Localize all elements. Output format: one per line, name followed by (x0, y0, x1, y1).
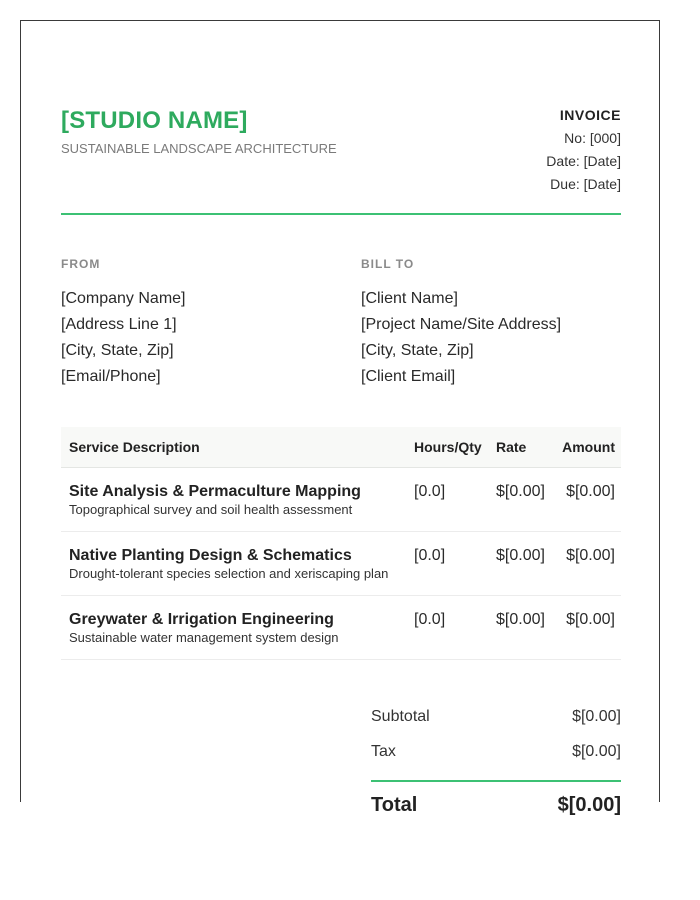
service-cell (61, 611, 406, 645)
service-qty: [0.0] (414, 483, 446, 500)
studio-tagline: SUSTAINABLE LANDSCAPE ARCHITECTURE (61, 141, 337, 156)
service-rate: $[0.00] (496, 611, 545, 628)
header-hours-qty: Hours/Qty (414, 439, 482, 455)
invoice-meta (546, 104, 621, 196)
bill-to-email: [Client Email] (361, 368, 456, 385)
studio-name: [STUDIO NAME] (61, 107, 248, 134)
header-service-description: Service Description (69, 439, 200, 455)
tax-label: Tax (371, 743, 396, 760)
invoice-number: No: [000] (564, 130, 621, 146)
service-amount: $[0.00] (566, 611, 615, 628)
invoice-due-date: Due: [Date] (550, 176, 621, 192)
table-row (61, 596, 621, 660)
service-rate: $[0.00] (496, 483, 545, 500)
bill-to-client: [Client Name] (361, 290, 458, 307)
invoice-sheet (20, 20, 660, 816)
service-title: Native Planting Design & Schematics (69, 547, 352, 564)
service-amount: $[0.00] (566, 547, 615, 564)
table-row (61, 532, 621, 596)
from-address: [Address Line 1] (61, 316, 177, 333)
invoice-date: Date: [Date] (546, 153, 621, 169)
from-company: [Company Name] (61, 290, 186, 307)
service-cell (61, 547, 406, 581)
bill-to-block (361, 257, 641, 390)
from-city: [City, State, Zip] (61, 342, 174, 359)
service-title: Site Analysis & Permaculture Mapping (69, 483, 361, 500)
header-divider (61, 213, 621, 215)
subtotal-label: Subtotal (371, 708, 430, 725)
services-table (61, 427, 621, 660)
subtotal-row (371, 705, 621, 740)
from-contact: [Email/Phone] (61, 368, 161, 385)
service-title: Greywater & Irrigation Engineering (69, 611, 334, 628)
service-description: Topographical survey and soil health assessment (69, 502, 353, 517)
service-cell (61, 483, 406, 517)
totals-block (371, 705, 621, 817)
bill-to-city: [City, State, Zip] (361, 342, 474, 359)
bill-to-label: BILL TO (361, 257, 415, 271)
header-amount: Amount (562, 439, 615, 455)
total-label: Total (371, 794, 418, 816)
service-description: Drought-tolerant species selection and xeriscaping plan (69, 566, 389, 581)
tax-value: $[0.00] (572, 743, 621, 760)
from-label: FROM (61, 257, 101, 271)
invoice-title: INVOICE (559, 107, 621, 123)
from-block (61, 257, 341, 390)
service-qty: [0.0] (414, 611, 446, 628)
header-rate: Rate (496, 439, 527, 455)
table-row (61, 468, 621, 532)
total-value: $[0.00] (557, 794, 621, 816)
bill-to-project: [Project Name/Site Address] (361, 316, 562, 333)
total-row (371, 794, 621, 817)
subtotal-value: $[0.00] (572, 708, 621, 725)
service-qty: [0.0] (414, 547, 446, 564)
totals-divider (371, 780, 621, 782)
service-description: Sustainable water management system design (69, 630, 339, 645)
services-header-row (61, 427, 621, 468)
service-rate: $[0.00] (496, 547, 545, 564)
tax-row (371, 740, 621, 775)
service-amount: $[0.00] (566, 483, 615, 500)
